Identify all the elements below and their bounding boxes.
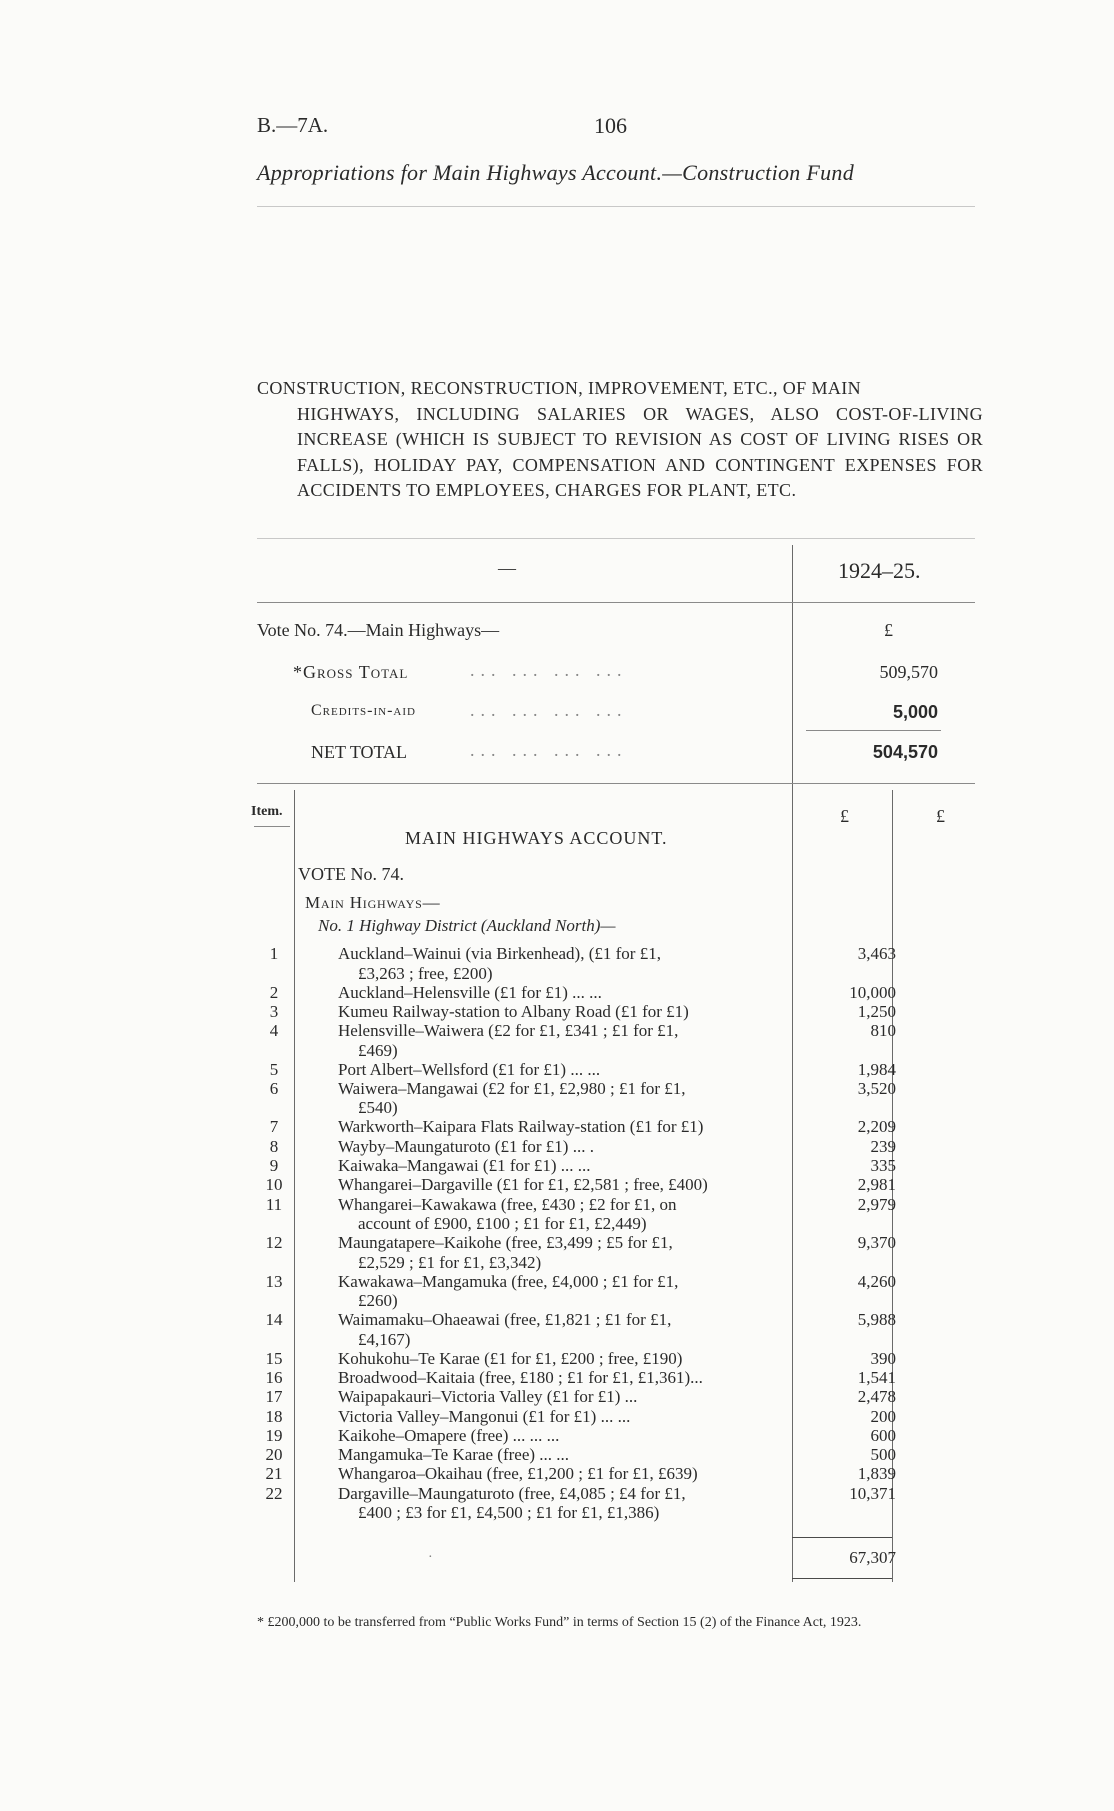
item-amount: 2,209 (857, 1117, 896, 1137)
item-number: 12 (265, 1233, 283, 1253)
item-number: 17 (265, 1387, 283, 1407)
item-description-main: Kawakawa–Mangamuka (free, £4,000 ; £1 for £1, (338, 1271, 679, 1291)
summary-column-divider (792, 545, 793, 793)
item-description-continuation: £260) (358, 1291, 398, 1311)
item-column-divider (294, 790, 295, 1582)
item-description (338, 944, 794, 983)
item-amount: 600 (870, 1425, 896, 1445)
item-description-main: Auckland–Wainui (via Birkenhead), (£1 for £1, (338, 944, 661, 963)
item-number: 9 (269, 1156, 279, 1175)
net-total-leader: ... ... ... ... (470, 740, 628, 760)
item-amount: 2,981 (857, 1175, 896, 1195)
item-number: 11 (265, 1194, 283, 1214)
item-description-main: Whangaroa–Okaihau (free, £1,200 ; £1 for £1, £639) (338, 1464, 698, 1484)
credits-in-aid-label: Credits-in-aid (311, 702, 416, 719)
item-description-main: Wayby–Maungaturoto (£1 for £1) ... . (338, 1136, 594, 1156)
item-amount: 10,371 (849, 1483, 896, 1503)
gross-total-value: 509,570 (879, 662, 938, 682)
item-description-main: Kohukohu–Te Karae (£1 for £1, £200 ; free, £190) (338, 1348, 683, 1368)
item-amount: 2,979 (857, 1194, 896, 1214)
item-description-main: Whangarei–Kawakawa (free, £430 ; £2 for £1, on (338, 1194, 677, 1214)
summary-bottom-rule (257, 783, 975, 784)
item-number: 8 (269, 1136, 279, 1156)
item-description (338, 983, 794, 1003)
highway-district-heading: No. 1 Highway District (Auckland North)— (318, 916, 616, 935)
item-header-rule (254, 826, 290, 827)
item-number: 20 (265, 1445, 283, 1465)
item-number: 7 (269, 1117, 279, 1137)
item-description-main: Helensville–Waiwera (£2 for £1, £341 ; £1 for £1, (338, 1021, 679, 1041)
item-description (338, 1175, 794, 1195)
item-description (338, 1137, 794, 1157)
page-number: 106 (594, 113, 627, 138)
summary-dash: — (498, 558, 516, 578)
item-description (338, 1349, 794, 1369)
amount-currency-header: £ (840, 806, 849, 826)
item-description (338, 1407, 794, 1427)
gross-total-leader: ... ... ... ... (470, 660, 628, 680)
item-number: 18 (265, 1406, 283, 1426)
item-number: 22 (265, 1483, 283, 1503)
item-description (338, 1195, 794, 1234)
item-amount: 1,984 (857, 1059, 896, 1079)
item-amount: 335 (870, 1156, 896, 1175)
net-total-value: 504,570 (872, 742, 938, 762)
item-description-main: Kaikohe–Omapere (free) ... ... ... (338, 1425, 560, 1445)
grand-total: 67,307 (849, 1548, 896, 1567)
item-description-main: Port Albert–Wellsford (£1 for £1) ... ... (338, 1059, 601, 1079)
subtotal-rule (806, 730, 941, 731)
heading-first-line: CONSTRUCTION, RECONSTRUCTION, IMPROVEMENT, ETC., OF MAIN (257, 378, 862, 398)
item-description-main: Maungatapere–Kaikohe (free, £3,499 ; £5 for £1, (338, 1233, 673, 1253)
item-number: 15 (265, 1348, 283, 1368)
credits-in-aid-leader: ... ... ... ... (470, 700, 628, 720)
item-number: 1 (269, 944, 279, 963)
item-description (338, 1117, 794, 1137)
item-description (338, 1310, 794, 1349)
item-description-continuation: £4,167) (358, 1329, 411, 1349)
item-description-continuation: £400 ; £3 for £1, £4,500 ; £1 for £1, £1,386) (358, 1503, 660, 1523)
credits-in-aid-value: 5,000 (892, 702, 938, 722)
item-amount: 500 (870, 1445, 896, 1465)
item-description (338, 1464, 794, 1484)
item-description-main: Warkworth–Kaipara Flats Railway-station (£1 for £1) (338, 1117, 704, 1137)
item-description (338, 1021, 794, 1060)
item-amount: 3,463 (857, 944, 896, 963)
item-amount: 200 (870, 1406, 896, 1426)
item-amount: 810 (870, 1021, 896, 1041)
item-description-main: Waiwera–Mangawai (£2 for £1, £2,980 ; £1 for £1, (338, 1078, 686, 1098)
item-description-main: Victoria Valley–Mangonui (£1 for £1) ... ... (338, 1406, 631, 1426)
item-number: 6 (269, 1078, 279, 1098)
item-description (338, 1368, 794, 1388)
heading-divider (257, 538, 975, 539)
item-description-main: Auckland–Helensville (£1 for £1) ... ... (338, 982, 602, 1002)
item-number: 2 (269, 982, 279, 1002)
item-number: 5 (269, 1059, 279, 1079)
vote-number: VOTE No. 74. (298, 864, 404, 884)
summary-year-divider (257, 602, 975, 603)
item-number: 13 (265, 1271, 283, 1291)
item-amount: 9,370 (857, 1233, 896, 1253)
item-description-main: Mangamuka–Te Karae (free) ... ... (338, 1445, 570, 1465)
total-rule (792, 1537, 892, 1538)
total-bottom-rule (792, 1578, 892, 1579)
item-number: 19 (265, 1425, 283, 1445)
item-column-header: Item. (251, 804, 283, 819)
page-title: Appropriations for Main Highways Account.—Construction Fund (257, 160, 855, 185)
account-title: MAIN HIGHWAYS ACCOUNT. (405, 828, 668, 848)
heading-rest: HIGHWAYS, INCLUDING SALARIES OR WAGES, ALSO COST-OF-LIVING INCREASE (WHICH IS SUBJECT TO REVISION AS COST OF LIVING RISES OR FALLS), HOLIDAY PAY, COMPENSATION AND CONTINGENT EXPENSES FOR ACCIDENTS TO EMPLOYEES, CHARGES FOR PLANT, ETC. (297, 403, 983, 500)
item-description (338, 1060, 794, 1080)
item-description (338, 1484, 794, 1523)
summary-currency: £ (884, 620, 893, 640)
subhead-main-highways: Main Highways— (305, 893, 441, 912)
item-description-main: Kumeu Railway-station to Albany Road (£1 for £1) (338, 1001, 689, 1021)
item-description-continuation: £2,529 ; £1 for £1, £3,342) (358, 1252, 542, 1272)
item-amount: 4,260 (857, 1271, 896, 1291)
item-amount: 239 (870, 1136, 896, 1156)
summary-year: 1924–25. (838, 558, 921, 583)
item-description (338, 1233, 794, 1272)
item-amount: 10,000 (849, 982, 896, 1002)
item-amount: 1,250 (857, 1001, 896, 1021)
item-amount: 5,988 (857, 1310, 896, 1330)
item-description-main: Dargaville–Maungaturoto (free, £4,085 ; £4 for £1, (338, 1483, 686, 1503)
item-description (338, 1387, 794, 1407)
item-description-main: Kaiwaka–Mangawai (£1 for £1) ... ... (338, 1156, 591, 1175)
title-divider (257, 206, 975, 207)
appropriation-heading (257, 376, 983, 504)
item-amount: 3,520 (857, 1078, 896, 1098)
item-description-main: Whangarei–Dargaville (£1 for £1, £2,581 ; free, £400) (338, 1175, 708, 1195)
item-number: 16 (265, 1367, 283, 1387)
item-description-continuation: £3,263 ; free, £200) (358, 963, 493, 983)
document-reference: B.—7A. (257, 113, 329, 137)
item-number: 21 (265, 1464, 283, 1484)
item-description (338, 1079, 794, 1118)
total-leader-dot: · (428, 1550, 433, 1565)
item-number: 14 (265, 1310, 283, 1330)
item-description (338, 1002, 794, 1022)
item-amount: 1,541 (857, 1367, 896, 1387)
item-amount: 1,839 (857, 1464, 896, 1484)
item-description (338, 1426, 794, 1446)
item-description-main: Waimamaku–Ohaeawai (free, £1,821 ; £1 for £1, (338, 1310, 672, 1330)
footnote: * £200,000 to be transferred from “Public Works Fund” in terms of Section 15 (2) of the Finance Act, 1923. (257, 1615, 862, 1630)
item-description (338, 1445, 794, 1465)
item-number: 10 (265, 1175, 283, 1195)
item-description-main: Waipapakauri–Victoria Valley (£1 for £1) ... (338, 1387, 638, 1407)
item-number: 3 (269, 1001, 279, 1021)
item-description-main: Broadwood–Kaitaia (free, £180 ; £1 for £1, £1,361)... (338, 1367, 703, 1387)
item-description-continuation: £540) (358, 1098, 398, 1118)
item-description (338, 1272, 794, 1311)
item-number: 4 (269, 1021, 279, 1041)
item-description-continuation: £469) (358, 1040, 398, 1060)
gross-total-label: *Gross Total (293, 662, 409, 682)
total-currency-header: £ (936, 806, 945, 826)
item-amount: 2,478 (857, 1387, 896, 1407)
net-total-label: NET TOTAL (311, 742, 408, 762)
item-description-continuation: account of £900, £100 ; £1 for £1, £2,449) (358, 1214, 647, 1234)
item-amount: 390 (870, 1348, 896, 1368)
item-description (338, 1156, 794, 1176)
vote-label: Vote No. 74.—Main Highways— (257, 620, 500, 640)
